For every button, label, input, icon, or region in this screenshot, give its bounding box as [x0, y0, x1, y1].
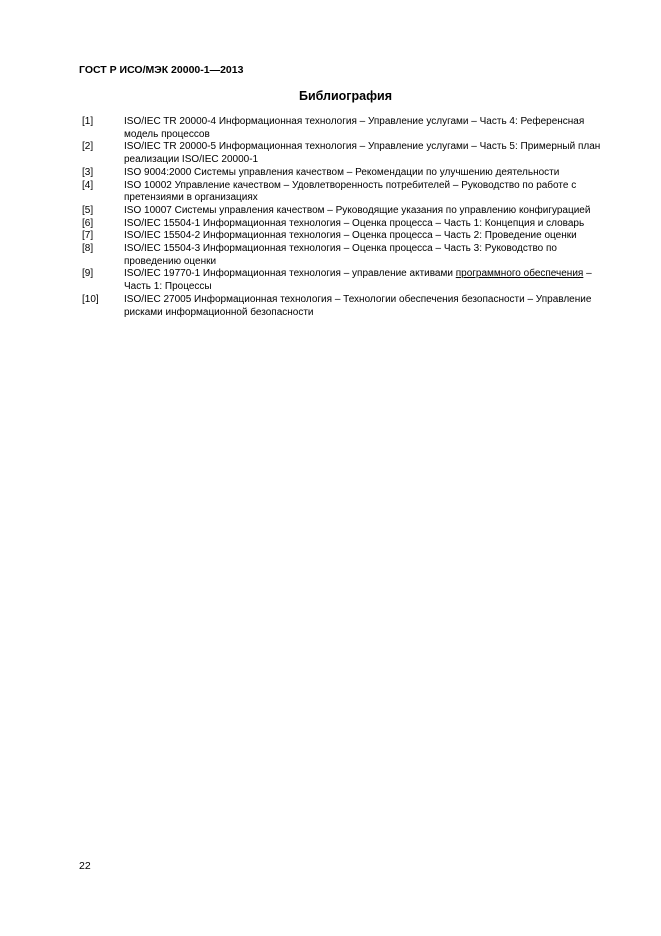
bibliography-list — [82, 116, 612, 319]
reference-number: [8] — [82, 243, 94, 255]
reference-text-before: ISO/IEC 19770-1 Информационная технология – управление активами — [124, 268, 456, 280]
reference-text: ISO/IEC 15504-1 Информационная технология – Оценка процесса – Часть 1: Концепция и словарь — [124, 217, 585, 229]
section-title: Библиография — [298, 89, 393, 103]
reference-number: [10] — [82, 293, 99, 305]
document-header: ГОСТ Р ИСО/МЭК 20000-1—2013 — [79, 64, 244, 76]
reference-text: ISO/IEC 15504-3 Информационная технология – Оценка процесса – Часть 3: Руководство по проведению оценки — [124, 243, 557, 267]
reference-number: [6] — [82, 217, 94, 229]
reference-number: [2] — [82, 141, 94, 153]
bibliography-item — [82, 141, 612, 166]
bibliography-item — [82, 268, 612, 293]
page-number: 22 — [79, 860, 91, 872]
reference-text: ISO/IEC 27005 Информационная технология – Технологии обеспечения безопасности – Управление рисками информационной безопасности — [124, 293, 592, 318]
bibliography-item — [82, 116, 612, 141]
reference-text — [124, 268, 612, 293]
bibliography-item — [82, 294, 612, 319]
reference-number: [3] — [82, 166, 94, 178]
reference-text: ISO 9004:2000 Системы управления качеством – Рекомендации по улучшению деятельности — [124, 166, 560, 178]
reference-text: ISO/IEC TR 20000-5 Информационная технология – Управление услугами – Часть 5: Примерный план реализации ISO/IEC 20000-1 — [124, 141, 601, 166]
bibliography-item — [82, 180, 612, 205]
reference-text: ISO/IEC TR 20000-4 Информационная технология – Управление услугами – Часть 4: Референсная модель процессов — [124, 116, 585, 140]
reference-number: [5] — [82, 204, 94, 216]
software-link[interactable]: программного обеспечения — [455, 268, 584, 280]
reference-number: [4] — [82, 179, 94, 191]
bibliography-item — [82, 230, 612, 243]
bibliography-item — [82, 167, 612, 180]
bibliography-item — [82, 243, 612, 268]
reference-text-after: – Часть 1: Процессы — [124, 268, 592, 293]
bibliography-item — [82, 218, 612, 231]
reference-number: [9] — [82, 268, 94, 280]
reference-text: ISO 10002 Управление качеством – Удовлетворенность потребителей – Руководство по работе с претензиями в организациях — [124, 179, 577, 204]
reference-text: ISO/IEC 15504-2 Информационная технология – Оценка процесса – Часть 2: Проведение оценки — [124, 230, 577, 242]
reference-number: [7] — [82, 230, 94, 242]
reference-text: ISO 10007 Системы управления качеством – Руководящие указания по управлению конфигурацией — [124, 204, 591, 216]
bibliography-item — [82, 205, 612, 218]
reference-number: [1] — [82, 116, 94, 127]
